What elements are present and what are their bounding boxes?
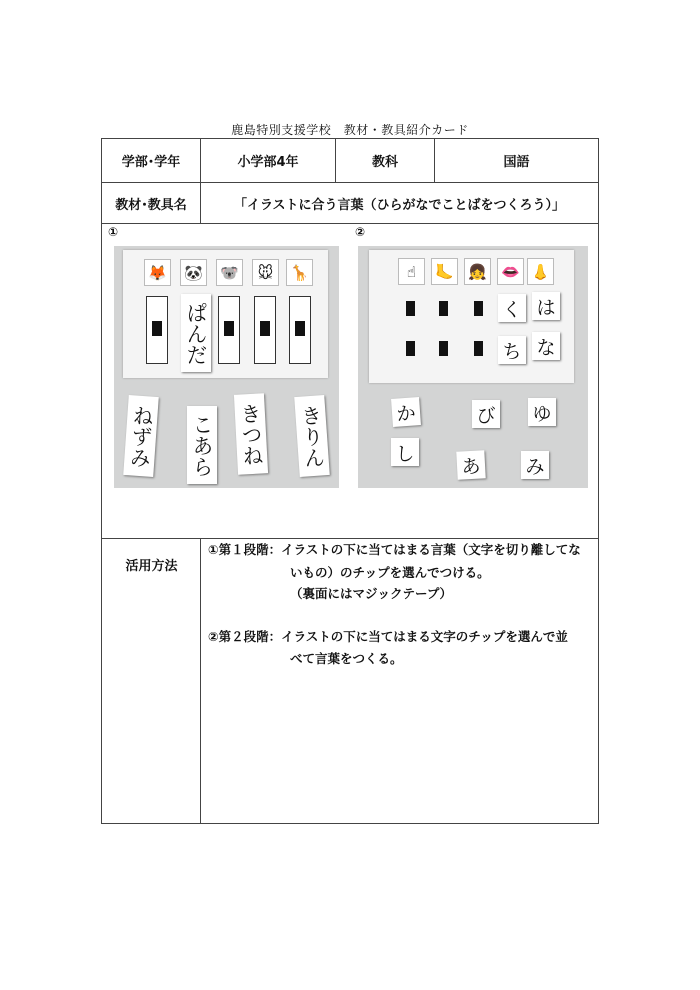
step1-line2: いもの）のチップを選んでつける。: [290, 565, 490, 580]
char-card: み: [521, 451, 549, 479]
char-card: あ: [456, 450, 485, 479]
label-department: 学部･学年: [102, 139, 201, 182]
photo-1: [114, 246, 339, 488]
word-card-koala: こあら: [187, 406, 217, 484]
word-card-fox: きつね: [234, 393, 268, 474]
word-card-mouse: ねずみ: [123, 395, 159, 477]
char-card: か: [391, 397, 421, 427]
label-material-name: 教材･教具名: [102, 183, 201, 223]
chip-mark: [406, 341, 415, 356]
word-slot: [146, 296, 168, 364]
nose-icon: 👃: [527, 258, 554, 285]
foot-icon: 🦶: [431, 258, 458, 285]
chip-mark: [439, 301, 448, 316]
chip-mark: [474, 341, 483, 356]
label-subject: 教科: [336, 139, 435, 182]
char-card: な: [532, 332, 560, 360]
word-card-giraffe: きりん: [294, 395, 330, 477]
word-slot: [289, 296, 311, 364]
giraffe-icon: 🦒: [286, 259, 313, 286]
char-card: び: [472, 400, 500, 428]
finger-icon: ☝: [398, 258, 425, 285]
koala-icon: 🐨: [216, 259, 243, 286]
chip-mark: [474, 301, 483, 316]
fox-icon: 🦊: [144, 259, 171, 286]
char-card: く: [498, 294, 526, 322]
label-usage-method: 活用方法: [125, 559, 178, 574]
row-material-name: [102, 183, 598, 224]
chip-mark: [406, 301, 415, 316]
word-slot: [218, 296, 240, 364]
chip-mark: [439, 341, 448, 356]
word-slot: [254, 296, 276, 364]
material-card-table: [101, 138, 599, 824]
value-subject: 国語: [503, 155, 530, 170]
label-usage-cell: [102, 539, 201, 823]
char-card: し: [391, 438, 419, 466]
photo-number-2: ②: [355, 225, 366, 239]
girl-icon: 👧: [464, 258, 491, 285]
value-material-name: 「イラストに合う言葉（ひらがなでことばをつくろう）」: [233, 197, 566, 213]
word-card-panda: ぱんだ: [181, 294, 211, 372]
panda-icon: 🐼: [180, 259, 207, 286]
step1-line1: ①第１段階：イラストの下に当てはまる言葉（文字を切り離してな: [208, 542, 581, 557]
char-card: は: [532, 292, 560, 320]
row-department: [102, 139, 598, 183]
char-card: ち: [498, 336, 526, 364]
value-department: 小学部4年: [201, 139, 336, 182]
photo-2: [358, 246, 588, 488]
row-photos: [102, 224, 598, 539]
card-caption: 鹿島特別支援学校 教材・教具紹介カード: [231, 123, 469, 137]
step1-line3: （裏面にはマジックテープ）: [290, 586, 453, 601]
lips-icon: 👄: [497, 258, 524, 285]
char-card: ゆ: [528, 398, 556, 426]
photo-number-1: ①: [108, 225, 119, 239]
row-usage-method: [102, 539, 598, 823]
mouse-icon: 🐭: [252, 259, 279, 286]
step2-line2: べて言葉をつくる。: [290, 651, 403, 666]
step2-line1: ②第２段階：イラストの下に当てはまる文字のチップを選んで並: [208, 629, 568, 644]
